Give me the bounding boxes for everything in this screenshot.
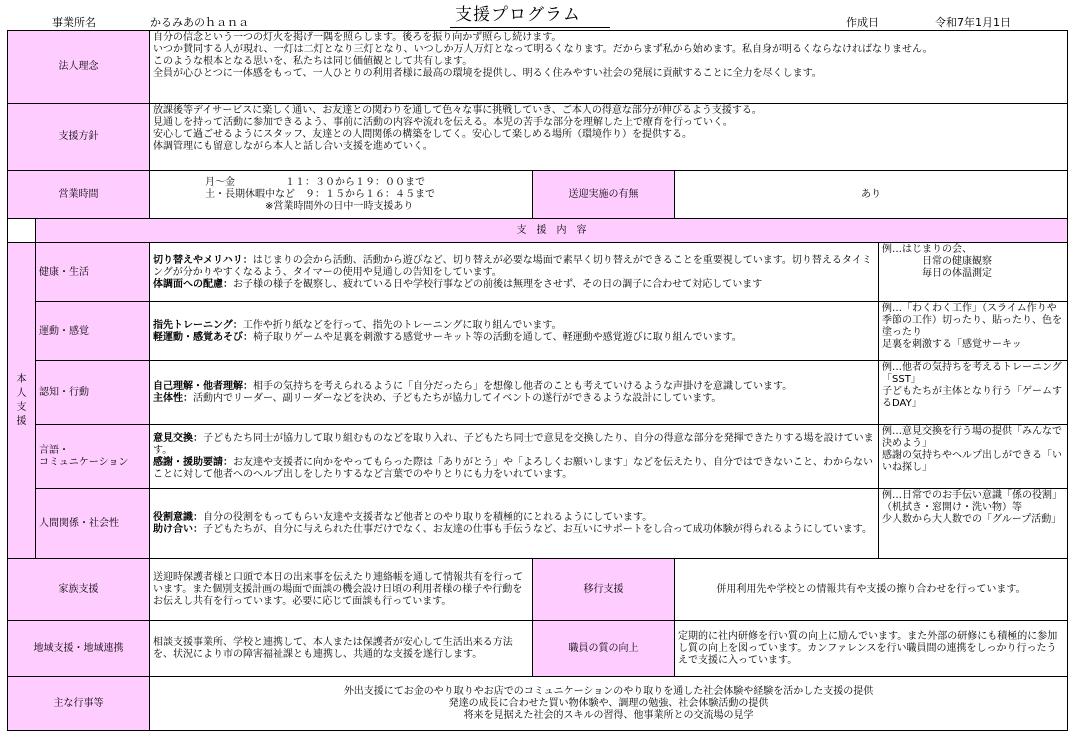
page-title: 支援プログラム [455, 5, 581, 25]
transport-label: 送迎実施の有無 [533, 171, 675, 219]
domain-text: 子どもたち同士が協力して取り組むものなどを取り入れ、子どもたち同士で意見を交換したり、自分の得意な部分を発揮できたりする場を設けています。 [153, 433, 874, 456]
domain-heading: 切り替えやメリハリ： [153, 254, 253, 266]
domain-text: 子どもたちが、自分に与えられた仕事だけでなく、お友達の仕事も手伝うなど、お互いにサポートをし合って成功体験が得られるようにしています。 [203, 524, 872, 535]
domain-example: 例…日常でのお手伝い意識「係の役割」（机拭き・窓開け・洗い物）等 少人数から大人数での「グループ活動」 [879, 489, 1068, 559]
domain-text: 活動内でリーダー、副リーダーなどを決め、子どもたちが協力してイベントの遂行ができるような設計にしています。 [193, 393, 722, 404]
hours-text [150, 171, 533, 219]
support-heading: 支 援 内 容 [36, 219, 1068, 243]
office-name: かるみあのｈａｎａ [150, 16, 249, 29]
support-heading-row [8, 219, 1068, 243]
domain-text: 椅子取りゲームや足裏を刺激する感覚サーキット等の活動を通して、軽運動や感覚遊びに取り組んでいます。 [253, 331, 742, 343]
domain-text: 自分の役割をもってもらい友達や支援者など他者とのやり取りを積極的にとれるようにしています。 [203, 512, 653, 523]
domain-row [8, 302, 1068, 361]
domain-label: 言語・ コミュニケーション [36, 425, 150, 489]
self-support-text: 本人支援 [16, 373, 27, 427]
office-label: 事業所名 [52, 16, 96, 29]
title-underline [450, 27, 610, 28]
domain-heading: 体調面への配慮： [153, 278, 233, 290]
family-text: 送迎時保護者様と口頭で本日の出来事を伝えたり連絡帳を通して情報共有を行っています。また個別支援計画の場面で面談の機会設け日頃の利用者様の様子や行動をお伝えし共有を行っています。必要に応じて面談も行っています。 [150, 559, 533, 621]
family-label: 家族支援 [8, 559, 150, 621]
hours-note: ※営業時間外の日中一時支援あり [265, 200, 414, 212]
hours-weekday: 月～金 １１：３０から１９：００まで [205, 176, 425, 188]
policy-label: 支援方針 [8, 104, 150, 171]
domain-text: お子様の様子を観察し、疲れている日や学校行事などの前後は無理をさせず、その日の調子に合わせて対応しています [233, 278, 763, 290]
domain-content [150, 425, 879, 489]
community-label: 地域支援・地域連携 [8, 621, 150, 677]
quality-text: 定期的に社内研修を行い質の向上に励んでいます。また外部の研修にも積極的に参加し質の向上を図っています。カンファレンスを行い職員間の連携をしっかり行ったうえで支援に入っています。 [675, 621, 1068, 677]
domain-label: 認知・行動 [36, 361, 150, 425]
domain-row [8, 361, 1068, 425]
domain-text: 相手の気持ちを考えられるように「自分だったら」を想像し他者のことも考えていけるような声掛けを意識しています。 [253, 381, 793, 392]
transition-text: 併用利用先や学校との情報共有や支援の擦り合わせを行っています。 [675, 559, 1068, 621]
domain-text: 工作や折り紙などを行って、指先のトレーニングに取り組んでいます。 [242, 319, 562, 331]
transport-value: あり [675, 171, 1068, 219]
domain-heading: 指先トレーニング： [153, 319, 243, 331]
domain-heading: 意見交換： [153, 433, 203, 444]
domain-heading: 助け合い： [153, 524, 203, 535]
domain-label: 健康・生活 [36, 243, 150, 302]
domain-heading: 軽運動・感覚あそび： [153, 331, 253, 343]
community-text: 相談支援事業所、学校と連携して、本人または保護者が安心して生活出来る方法を、状況により市の障害福祉課とも連携し、共通的な支援を遂行します。 [150, 621, 533, 677]
community-row [8, 621, 1068, 677]
policy-row [8, 104, 1068, 171]
domain-example: 例…「わくわく工作」（スライム作りや季節の工作）切ったり、貼ったり、色を塗ったり 足裏を刺激する「感覚サーキッ [879, 302, 1068, 361]
domain-content [150, 243, 879, 302]
domain-example: 例…他者の気持ちを考えるトレーニング「SST」 子どもたちが主体となり行う「ゲームするDAY」 [879, 361, 1068, 425]
transition-label: 移行支援 [533, 559, 675, 621]
domain-content [150, 361, 879, 425]
domain-heading: 自己理解・他者理解： [153, 381, 253, 392]
domain-row [8, 425, 1068, 489]
philosophy-text: 自分の信念という一つの灯火を掲げ一隅を照らします。後ろを振り向かず照らし続けます。 いつか賛同する人が現れ、一灯は二灯となり三灯となり、いつしか万人万灯となって明るくなります。だからまず私から始めます。私自身が明るくならなければなりません。 このような根本となる思いを、私たちは同じ価値観として共有します。 全員が心ひとつに一体感をもって、一人ひとりの利用者様に最高の環境を提供し、明るく住みやすい社会の発展に貢献することに全力を尽くします。 [150, 31, 1068, 104]
policy-text: 放課後等デイサービスに楽しく通い、お友達との関わりを通して色々な事に挑戦していき、ご本人の得意な部分が伸びるよう支援する。 見通しを持って活動に参加できるよう、事前に活動の内容や流れを伝える。本児の苦手な部分を理解した上で療育を行っていく。 安心して過ごせるようにスタッフ、友達との人間関係の構築をしてく。安心して楽しめる場所（環境作り）を提供する。 体調管理にも留意しながら本人と話し合い支援を進めていく。 [150, 104, 1068, 171]
philosophy-row [8, 31, 1068, 104]
domain-heading: 主体性： [153, 393, 193, 404]
family-row [8, 559, 1068, 621]
hours-label: 営業時間 [8, 171, 150, 219]
domain-label: 運動・感覚 [36, 302, 150, 361]
quality-label: 職員の質の向上 [533, 621, 675, 677]
hours-row [8, 171, 1068, 219]
events-text: 外出支援にてお金のやり取りやお店でのコミュニケーションのやり取りを通した社会体験や経験を活かした支援の提供 発達の成長に合わせた買い物体験や、調理の勉強、社会体験活動の提供 将来を見据えた社会的スキルの習得、他事業所との交流場の見学 [150, 677, 1068, 731]
philosophy-label: 法人理念 [8, 31, 150, 104]
events-label: 主な行事等 [8, 677, 150, 731]
self-support-label [8, 243, 36, 559]
domain-example: 例…はじまりの会、 日常の健康観察 毎日の体温測定 [879, 243, 1068, 302]
domain-content [150, 489, 879, 559]
domain-example: 例…意見交換を行う場の提供「みんなで決めよう」 感謝の気持ちやヘルプ出しができる「いいね探し」 [879, 425, 1068, 489]
domain-label: 人間関係・社会性 [36, 489, 150, 559]
created-date: 令和7年1月1日 [935, 16, 1011, 29]
domain-heading: 感謝・援助要請： [153, 457, 233, 468]
domain-row [8, 243, 1068, 302]
support-program-table [7, 30, 1068, 731]
domain-row [8, 489, 1068, 559]
events-row [8, 677, 1068, 731]
created-label: 作成日 [846, 16, 879, 29]
domain-heading: 役割意識： [153, 512, 203, 523]
domain-text: お友達や支援者に向かをやってもらった際は「ありがとう」や「よろしくお願いします」などを伝えたり、自分ではできないこと、わからないことに対して他者へのヘルプ出しをしたりするなど言葉でのやりとりにも力をいれています。 [153, 457, 873, 480]
domain-text: はじまりの会から活動、活動から遊びなど、切り替えが必要な場面で素早く切り替えができることを重要視しています。切り替えるタイミングが分かりやすくなるよう、タイマーの使用や見通しの告知をしています。 [153, 254, 872, 278]
domain-content [150, 302, 879, 361]
hours-weekend: 土・長期休暇中など ９：１５から１６：４５まで [205, 188, 435, 200]
